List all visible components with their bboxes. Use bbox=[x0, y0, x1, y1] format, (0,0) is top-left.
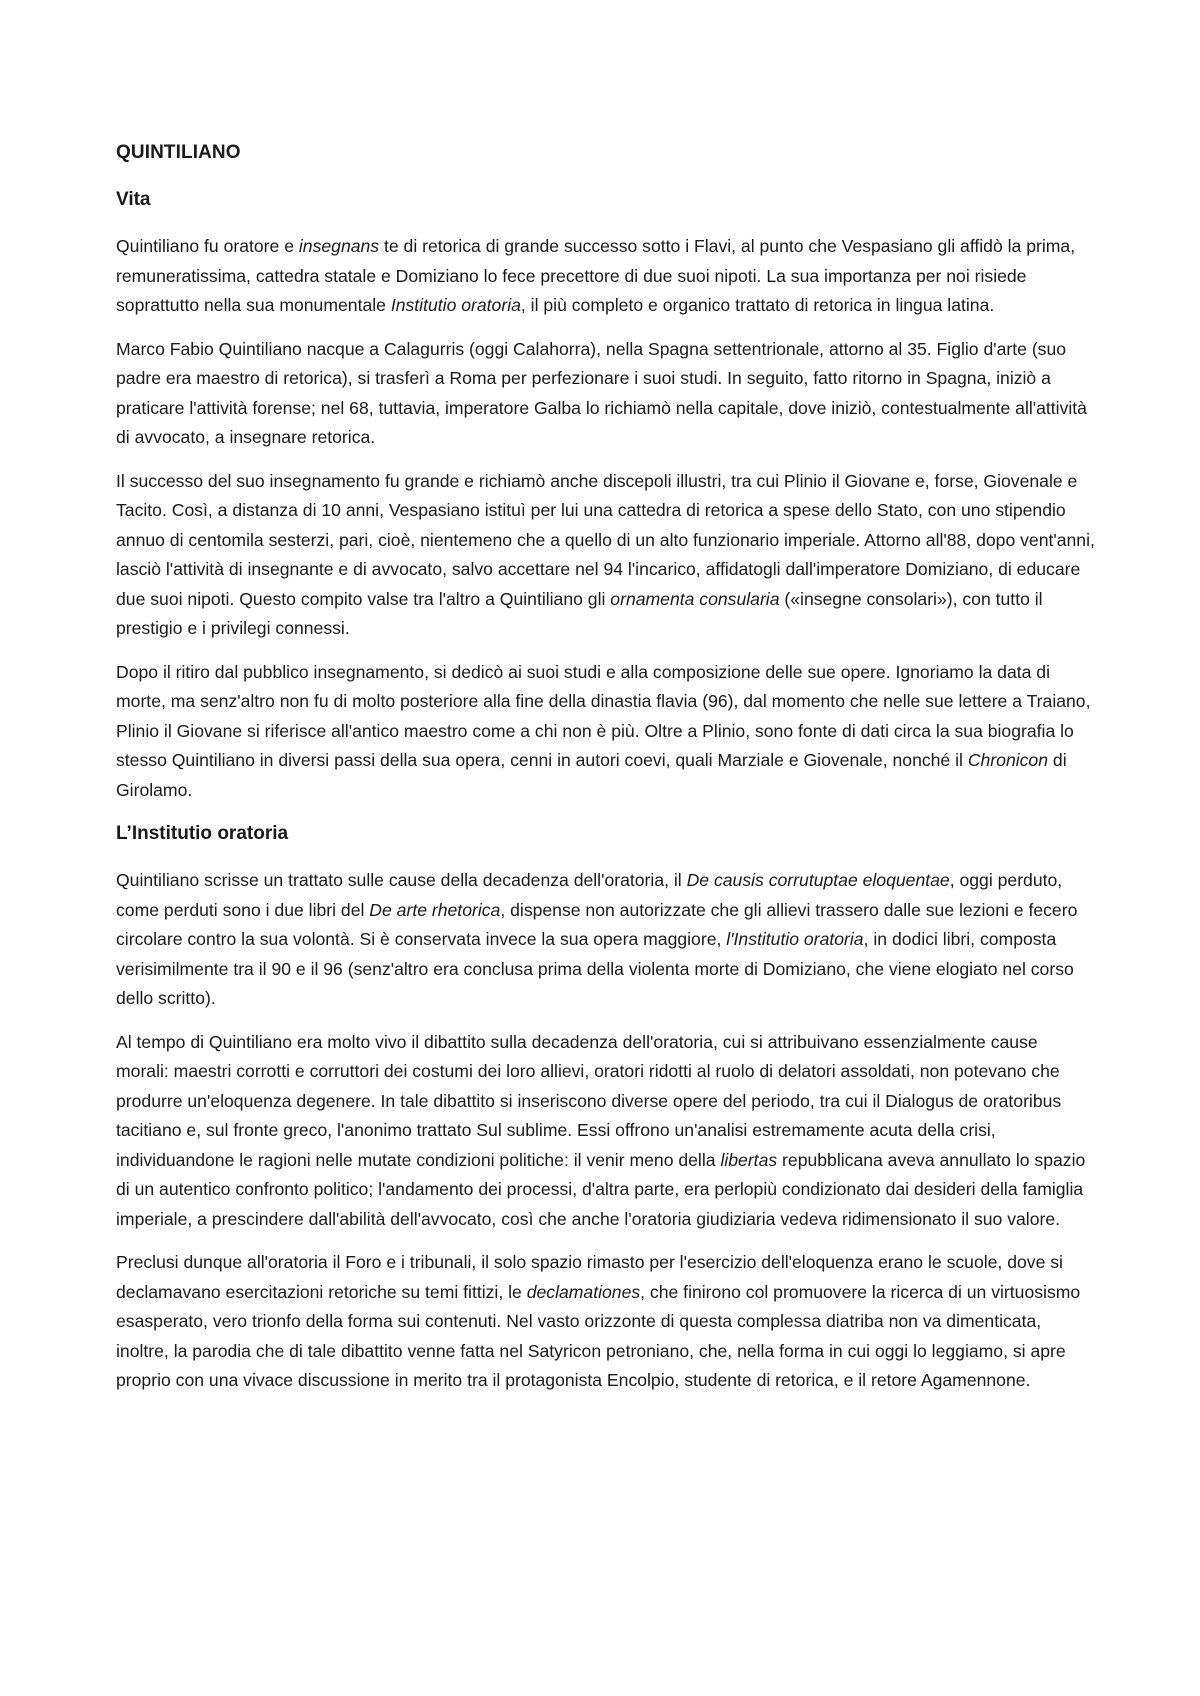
text-run: Quintiliano fu oratore e bbox=[116, 236, 299, 256]
italic-text: declamationes bbox=[526, 1281, 641, 1302]
text-run: , oggi perduto, come perduti sono i due libri del bbox=[116, 870, 1063, 920]
section-vita bbox=[116, 185, 1095, 805]
text-run: Marco Fabio Quintiliano nacque a Calagurris (oggi Calahorra), nella Spagna settentrionale, attorno al 35. Figlio d'arte (suo padre era maestro di retorica), si trasferì a Roma per perfezionare i suoi studi. In seguito, fatto ritorno in Spagna, iniziò a praticare l'attività forense; nel 68, tuttavia, imperatore Galba lo richiamò nella capitale, dove iniziò, contestualmente all'attività di avvocato, a insegnare retorica. bbox=[116, 338, 1087, 447]
paragraph bbox=[116, 467, 1095, 644]
text-run: Quintiliano scrisse un trattato sulle cause della decadenza dell'oratoria, il bbox=[116, 870, 687, 890]
text-run: («insegne consolari»), con tutto il prestigio e i privilegi connessi. bbox=[116, 588, 1043, 638]
text-run: di Girolamo. bbox=[116, 750, 1067, 800]
document-title: QUINTILIANO bbox=[116, 142, 241, 163]
italic-text: Chronicon bbox=[967, 750, 1049, 770]
section-heading: L’Institutio oratoria bbox=[116, 823, 289, 844]
text-run: Il successo del suo insegnamento fu grande e richiamò anche discepoli illustri, tra cui Plinio il Giovane e, forse, Giovenale e Tacito. Così, a distanza di 10 anni, Vespasiano istituì per lui una cattedra di retorica a spese dello Stato, con uno stipendio annuo di centomila sesterzi, pari, cioè, nientemeno che a quello di un alto funzionario imperiale. Attorno all'88, dopo vent'anni, lasciò l'attività di insegnante e di avvocato, salvo accettare nel 94 l'incarico, affidatogli dall'imperatore Domiziano, di educare due suoi nipoti. Questo compito valse tra l'altro a Quintiliano gli bbox=[116, 470, 1095, 609]
paragraph bbox=[116, 232, 1095, 321]
italic-text: Institutio oratoria bbox=[390, 295, 521, 315]
paragraph bbox=[116, 866, 1095, 1014]
section-institutio-oratoria bbox=[116, 819, 1095, 1396]
text-run: , il più completo e organico trattato di retorica in lingua latina. bbox=[520, 295, 995, 315]
italic-text: De arte rhetorica bbox=[369, 899, 501, 920]
paragraph bbox=[116, 1248, 1095, 1396]
text-run: Preclusi dunque all'oratoria il Foro e i tribunali, il solo spazio rimasto per l'esercizio dell'eloquenza erano le scuole, dove si declamavano esercitazioni retoriche su temi fittizi, le bbox=[116, 1252, 1063, 1302]
text-run: , in dodici libri, composta verisimilmente tra il 90 e il 96 (senz'altro era conclusa prima della violenta morte di Domiziano, che viene elogiato nel corso dello scritto). bbox=[116, 929, 1074, 1008]
italic-text: ornamenta consularia bbox=[610, 588, 780, 609]
text-run: , che finirono col promuovere la ricerca di un virtuosismo esasperato, vero trionfo della forma sui contenuti. Nel vasto orizzonte di questa complessa diatriba non va dimenticata, inoltre, la parodia che di tale dibattito venne fatta nel Satyricon petroniano, che, nella forma in cui oggi lo leggiamo, si apre proprio con una vivace discussione in merito tra il protagonista Encolpio, studente di retorica, e il retore Agamennone. bbox=[116, 1281, 1081, 1390]
section-heading: Vita bbox=[116, 189, 151, 210]
paragraph bbox=[116, 658, 1095, 806]
text-run: repubblicana aveva annullato lo spazio di un autentico confronto politico; l'andamento dei processi, d'altra parte, era perlopiù condizionato dai desideri della famiglia imperiale, a prescindere dall'abilità dell'avvocato, così che anche l'oratoria giudiziaria vedeva ridimensionato il suo valore. bbox=[116, 1149, 1086, 1229]
text-run: , dispense non autorizzate che gli allievi trassero dalle sue lezioni e fecero circolare contro la sua volontà. Si è conservata invece la sua opera maggiore, bbox=[116, 899, 1078, 949]
italic-text: l'Institutio oratoria bbox=[726, 929, 864, 949]
text-run: Dopo il ritiro dal pubblico insegnamento, si dedicò ai suoi studi e alla composizione delle sue opere. Ignoriamo la data di morte, ma senz'altro non fu di molto posteriore alla fine della dinastia flavia (96), dal momento che nelle sue lettere a Traiano, Plinio il Giovane si riferisce all'antico maestro come a chi non è più. Oltre a Plinio, sono fonte di dati circa la sua biografia lo stesso Quintiliano in diversi passi della sua opera, cenni in autori coevi, quali Marziale e Giovenale, nonché il bbox=[116, 661, 1091, 770]
text-run: te di retorica di grande successo sotto i Flavi, al punto che Vespasiano gli affidò la prima, remuneratissima, cattedra statale e Domiziano lo fece precettore di due suoi nipoti. La sua importanza per noi risiede soprattutto nella sua monumentale bbox=[116, 236, 1076, 315]
italic-text: De causis corrutuptae eloquentae bbox=[686, 870, 950, 890]
italic-text: libertas bbox=[720, 1149, 778, 1170]
paragraph bbox=[116, 335, 1095, 453]
paragraph bbox=[116, 1028, 1095, 1235]
text-run: Al tempo di Quintiliano era molto vivo il dibattito sulla decadenza dell'oratoria, cui si attribuivano essenzialmente cause morali: maestri corrotti e corruttori dei costumi dei loro allievi, oratori ridotti al ruolo di delatori assoldati, non potevano che produrre un'eloquenza degenere. In tale dibattito si inseriscono diverse opere del periodo, tra cui il Dialogus de oratoribus tacitiano e, sul fronte greco, l'anonimo trattato Sul sublime. Essi offrono un'analisi estremamente acuta della crisi, individuandone le ragioni nelle mutate condizioni politiche: il venir meno della bbox=[116, 1031, 1062, 1170]
italic-text: insegnans bbox=[298, 236, 380, 256]
